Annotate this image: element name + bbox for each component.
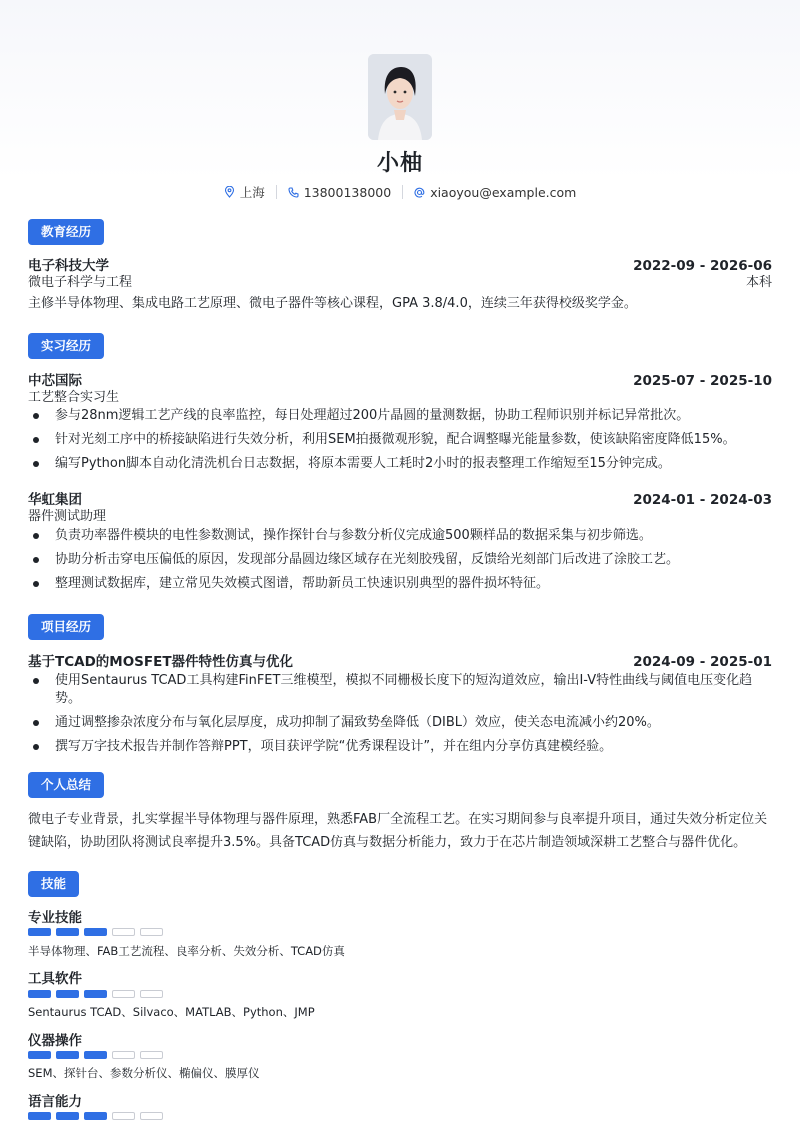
contact-email bbox=[414, 185, 576, 200]
internship-date: 2025-07 - 2025-10 bbox=[633, 373, 772, 389]
skill-level-bar bbox=[28, 1051, 163, 1059]
skill-segment-empty bbox=[140, 928, 163, 936]
internship-bullets bbox=[28, 407, 772, 479]
internship-role-row bbox=[28, 505, 772, 524]
contact-phone bbox=[288, 185, 391, 200]
candidate-name: 小柚 bbox=[376, 151, 423, 176]
job-role: 工艺整合实习生 bbox=[28, 390, 120, 405]
skill-segment-filled bbox=[56, 1051, 79, 1059]
skill-segment-filled bbox=[84, 990, 107, 998]
phone-icon bbox=[288, 187, 299, 198]
avatar bbox=[368, 54, 432, 140]
project-date: 2024-09 - 2025-01 bbox=[633, 654, 772, 670]
skill-title: 工具软件 bbox=[28, 971, 82, 987]
section-title-summary: 个人总结 bbox=[28, 772, 104, 798]
list-item: 编写Python脚本自动化清洗机台日志数据，将原本需要人工耗时2小时的报表整理工作缩短至15分钟完成。 bbox=[28, 455, 772, 473]
list-item: 通过调整掺杂浓度分布与氧化层厚度，成功抑制了漏致势垒降低（DIBL）效应，使关态电流减小约20%。 bbox=[28, 714, 772, 732]
skill-segment-filled bbox=[28, 990, 51, 998]
job-role: 器件测试助理 bbox=[28, 509, 107, 524]
contact-divider bbox=[402, 185, 403, 199]
skill-segment-empty bbox=[140, 1051, 163, 1059]
project-title: 基于TCAD的MOSFET器件特性仿真与优化 bbox=[28, 654, 294, 670]
email-link[interactable]: xiaoyou@example.com bbox=[430, 184, 577, 200]
project-bullets bbox=[28, 672, 772, 762]
education-detail: 主修半导体物理、集成电路工艺原理、微电子器件等核心课程，GPA 3.8/4.0，连续三年获得校级奖学金。 bbox=[28, 296, 637, 311]
skill-segment-empty bbox=[140, 990, 163, 998]
list-item: 撰写万字技术报告并制作答辩PPT，项目获评学院“优秀课程设计”，并在组内分享仿真建模经验。 bbox=[28, 738, 772, 756]
company-name: 华虹集团 bbox=[28, 492, 82, 508]
skill-segment-filled bbox=[84, 928, 107, 936]
map-pin-icon bbox=[224, 186, 235, 198]
contact-location bbox=[224, 183, 265, 201]
skill-segment-filled bbox=[84, 1112, 107, 1120]
skill-level-bar bbox=[28, 1112, 163, 1120]
summary-text: 微电子专业背景，扎实掌握半导体物理与器件原理，熟悉FAB厂全流程工艺。在实习期间参与良率提升项目，通过失效分析定位关键缺陷，协助团队将测试良率提升3.5%。具备TCAD仿真与数据分析能力，致力于在芯片制造领域深耕工艺整合与器件优化。 bbox=[28, 812, 768, 850]
location-text: 上海 bbox=[239, 185, 265, 200]
skill-segment-filled bbox=[56, 990, 79, 998]
section-title-projects: 项目经历 bbox=[28, 614, 104, 640]
internship-date: 2024-01 - 2024-03 bbox=[633, 492, 772, 508]
contact-info bbox=[0, 183, 800, 201]
skill-title: 仪器操作 bbox=[28, 1033, 82, 1049]
skill-segment-filled bbox=[28, 1112, 51, 1120]
list-item: 参与28nm逻辑工艺产线的良率监控，每日处理超过200片晶圆的量测数据，协助工程师识别并标记异常批次。 bbox=[28, 407, 772, 425]
project-header bbox=[28, 650, 772, 670]
at-sign-icon bbox=[414, 187, 425, 198]
skill-title: 语言能力 bbox=[28, 1094, 82, 1110]
skill-level-bar bbox=[28, 928, 163, 936]
skill-segment-empty bbox=[112, 1112, 135, 1120]
skill-level-bar bbox=[28, 990, 163, 998]
section-title-education: 教育经历 bbox=[28, 219, 104, 245]
skill-segment-empty bbox=[112, 990, 135, 998]
skill-segment-filled bbox=[84, 1051, 107, 1059]
skill-desc: Sentaurus TCAD、Silvaco、MATLAB、Python、JMP bbox=[28, 1005, 315, 1019]
education-subheader bbox=[28, 271, 772, 290]
internship-role-row bbox=[28, 386, 772, 405]
degree: 本科 bbox=[745, 275, 772, 290]
skill-segment-filled bbox=[28, 1051, 51, 1059]
skill-segment-empty bbox=[140, 1112, 163, 1120]
skill-desc: 半导体物理、FAB工艺流程、良率分析、失效分析、TCAD仿真 bbox=[28, 944, 345, 958]
education-date: 2022-09 - 2026-06 bbox=[633, 258, 772, 274]
list-item: 使用Sentaurus TCAD工具构建FinFET三维模型，模拟不同栅极长度下的短沟道效应，输出I-V特性曲线与阈值电压变化趋势。 bbox=[28, 672, 772, 707]
skill-title: 专业技能 bbox=[28, 910, 82, 926]
skill-segment-filled bbox=[28, 928, 51, 936]
list-item: 负责功率器件模块的电性参数测试，操作探针台与参数分析仪完成逾500颗样品的数据采集与初步筛选。 bbox=[28, 527, 772, 545]
section-title-skills: 技能 bbox=[28, 871, 79, 897]
skill-segment-filled bbox=[56, 1112, 79, 1120]
list-item: 针对光刻工序中的桥接缺陷进行失效分析，利用SEM拍摄微观形貌，配合调整曝光能量参数，使该缺陷密度降低15%。 bbox=[28, 431, 772, 449]
internship-bullets bbox=[28, 527, 772, 599]
school-name: 电子科技大学 bbox=[28, 258, 109, 274]
company-name: 中芯国际 bbox=[28, 373, 82, 389]
section-title-internship: 实习经历 bbox=[28, 333, 104, 359]
skill-segment-empty bbox=[112, 928, 135, 936]
skill-segment-empty bbox=[112, 1051, 135, 1059]
major: 微电子科学与工程 bbox=[28, 275, 133, 290]
phone-text: 13800138000 bbox=[303, 184, 392, 200]
skill-segment-filled bbox=[56, 928, 79, 936]
contact-divider bbox=[276, 185, 277, 199]
skill-desc: SEM、探针台、参数分析仪、椭偏仪、膜厚仪 bbox=[28, 1066, 260, 1080]
list-item: 协助分析击穿电压偏低的原因，发现部分晶圆边缘区域存在光刻胶残留，反馈给光刻部门后改进了涂胶工艺。 bbox=[28, 551, 772, 569]
list-item: 整理测试数据库，建立常见失效模式图谱，帮助新员工快速识别典型的器件损坏特征。 bbox=[28, 575, 772, 593]
